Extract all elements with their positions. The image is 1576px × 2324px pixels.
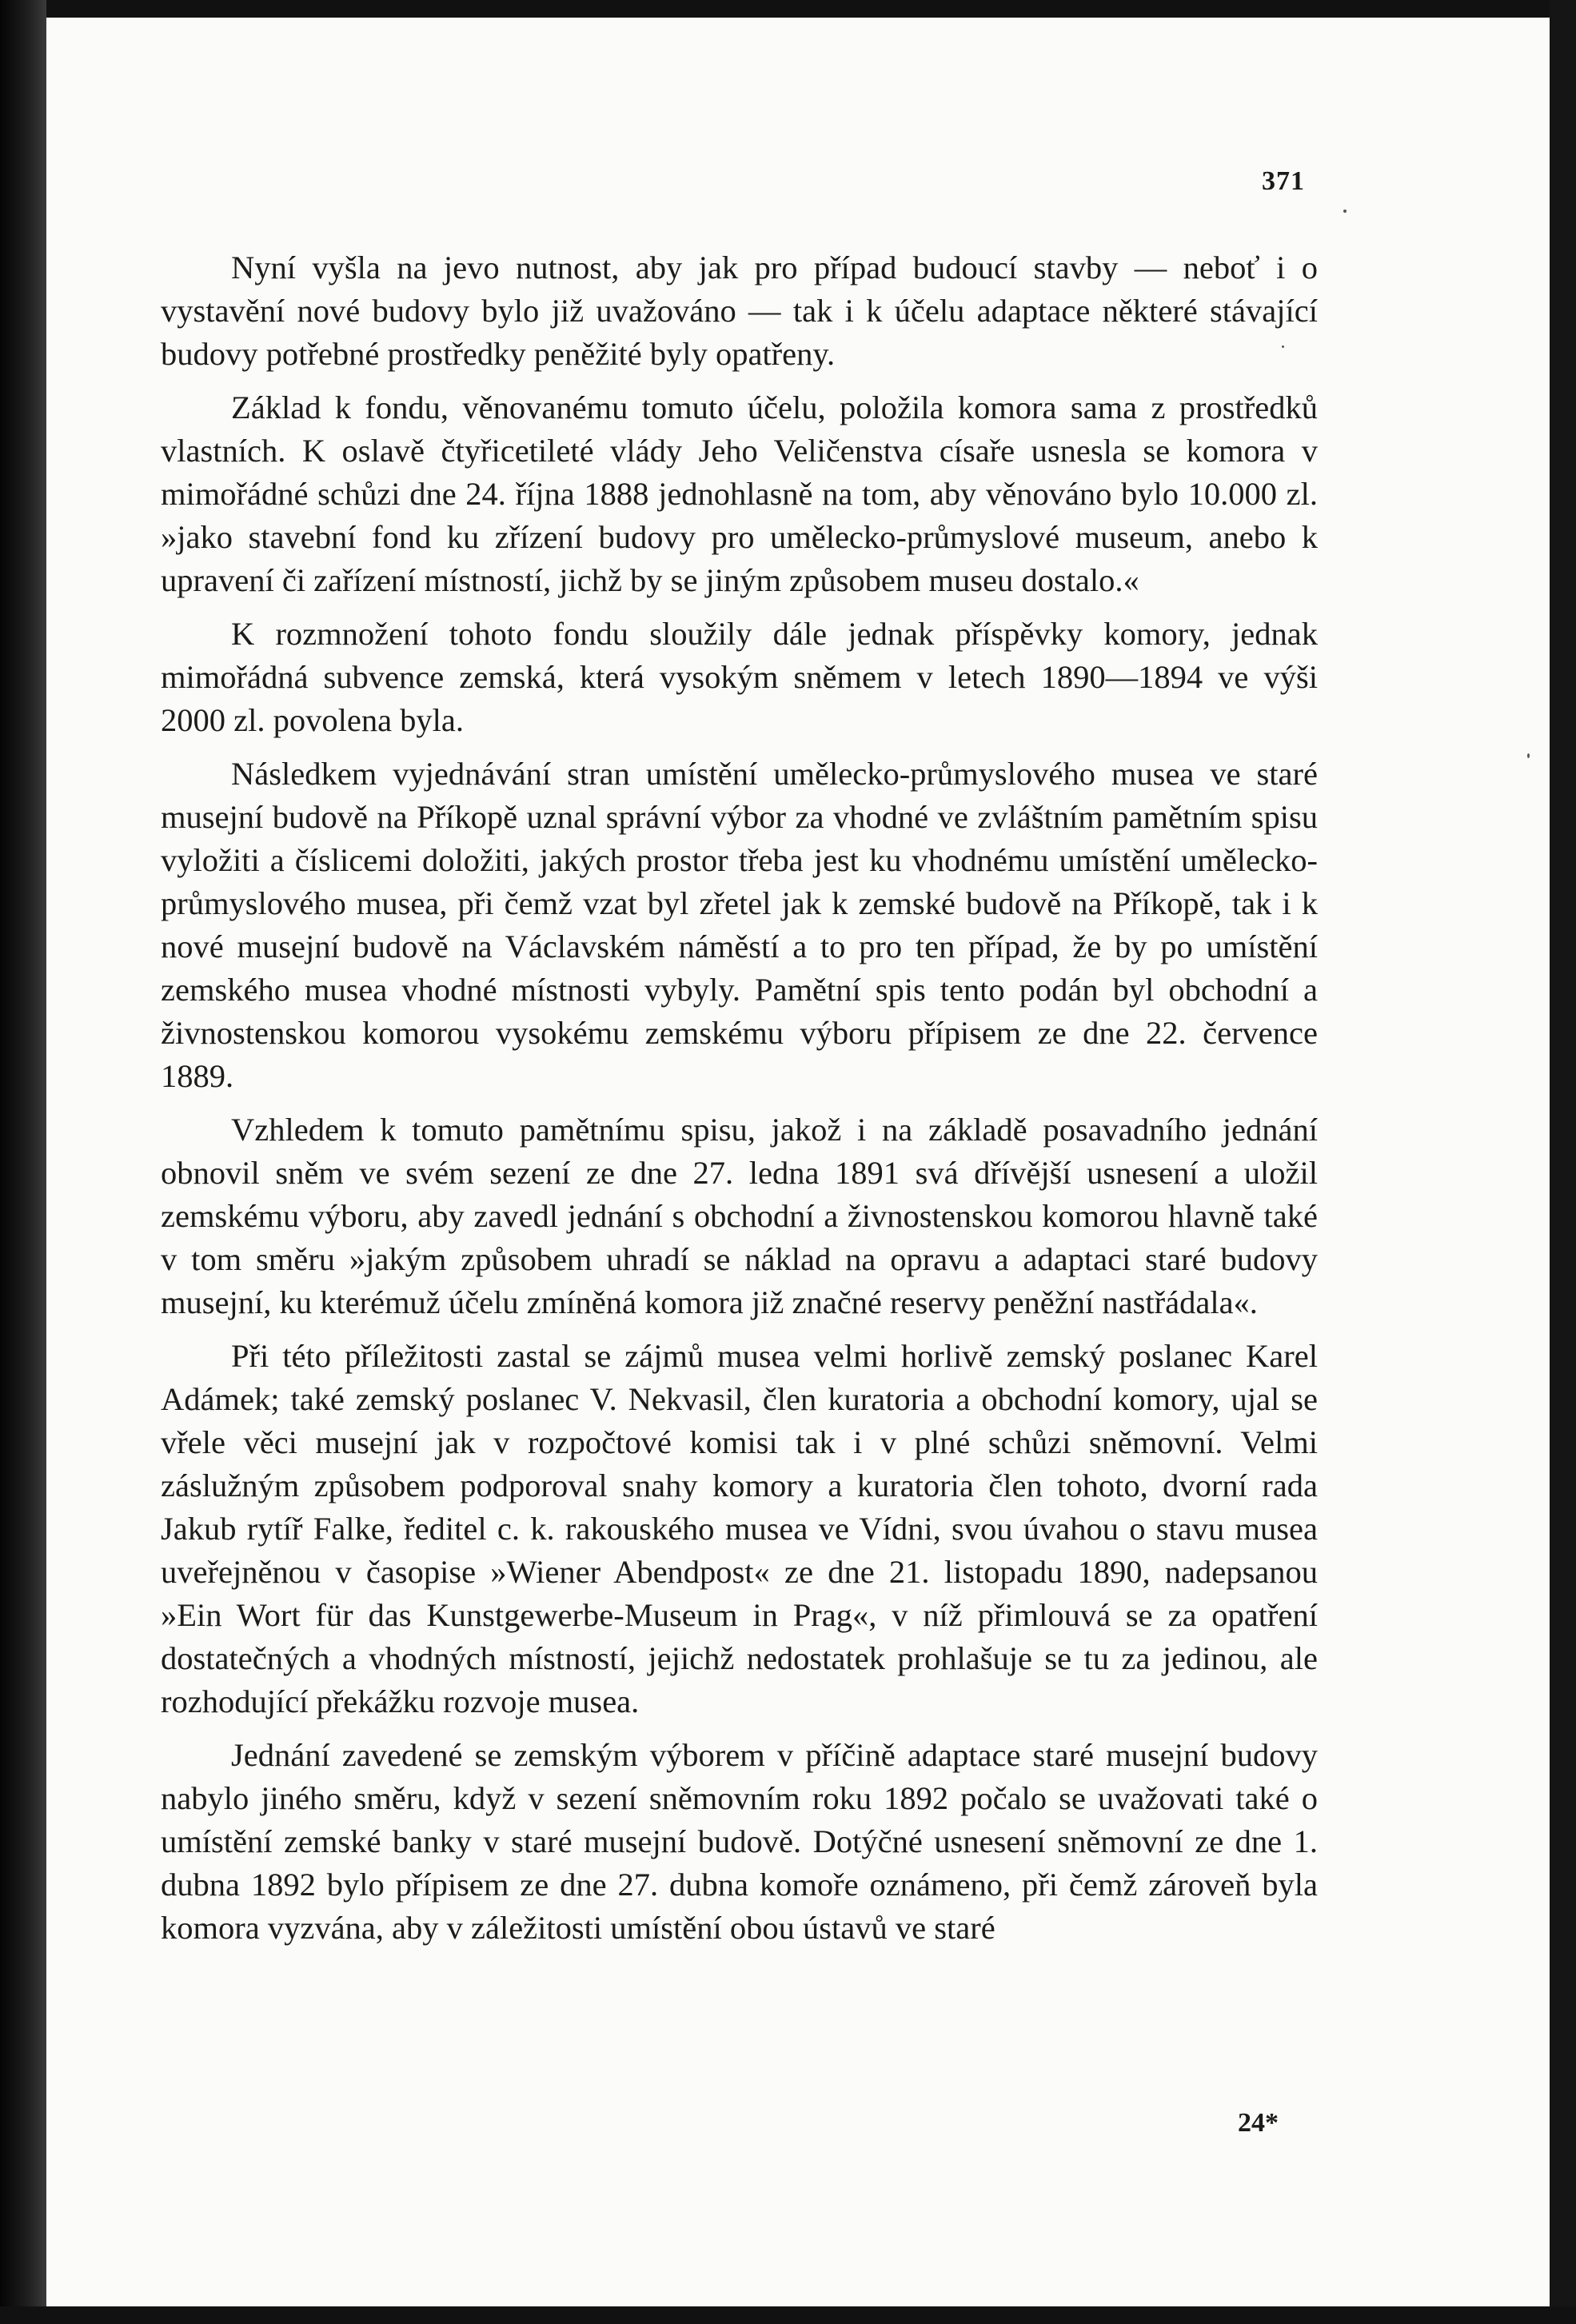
body-text [161, 246, 1318, 1960]
scan-border-left [0, 0, 46, 2324]
paragraph-6: Při této příležitosti zastal se zájmů musea velmi horlivě zemský poslanec Karel Adámek; také zemský poslanec V. Nekvasil, člen kuratoria a obchodní komory, ujal se vřele věci musejní jak v rozpočtové komisi tak i v plné schůzi sněmovní. Velmi záslužným způsobem podporoval snahy komory a kuratoria člen tohoto, dvorní rada Jakub rytíř Falke, ředitel c. k. rakouského musea ve Vídni, svou úvahou o stavu musea uveřejněnou v časopise »Wiener Abendpost« ze dne 21. listopadu 1890, nadepsanou »Ein Wort für das Kunstgewerbe-Museum in Prag«, v níž přimlouvá se za opatření dostatečných a vhodných místností, jejichž nedostatek prohlašuje se tu za jedinou, ale rozhodující překážku rozvoje musea. [161, 1338, 1318, 1719]
paragraph-1: Nyní vyšla na jevo nutnost, aby jak pro případ budoucí stavby — neboť i o vystavění nové budovy bylo již uvažováno — tak i k účelu adaptace některé stávající budovy potřebné prostředky peněžité byly opatřeny. [161, 250, 1318, 372]
scan-border-right [1550, 0, 1576, 2324]
scan-speck [1282, 345, 1284, 348]
document-page [46, 18, 1550, 2306]
paragraph-2: Základ k fondu, věnovanému tomuto účelu, položila komora sama z prostředků vlastních. K oslavě čtyřicetileté vlády Jeho Veličenstva císaře usnesla se komora v mimořádné schůzi dne 24. října 1888 jednohlasně na tom, aby věnováno bylo 10.000 zl. »jako stavební fond ku zřízení budovy pro umělecko-průmyslové museum, anebo k upravení či zařízení místností, jichž by se jiným způsobem museu dostalo.« [161, 389, 1318, 598]
paragraph-7: Jednání zavedené se zemským výborem v příčině adaptace staré musejní budovy nabylo jiného směru, když v sezení sněmovním roku 1892 počalo se uvažovati také o umístění zemské banky v staré musejní budově. Dotýčné usnesení sněmovní ze dne 1. dubna 1892 bylo přípisem ze dne 27. dubna komoře oznámeno, při čemž zároveň byla komora vyzvána, aby v záležitosti umístění obou ústavů ve staré [161, 1737, 1318, 1946]
printer-signature-mark: 24* [1238, 2108, 1279, 2138]
paragraph-3: K rozmnožení tohoto fondu sloužily dále jednak příspěvky komory, jednak mimořádná subvence zemská, která vysokým sněmem v letech 1890—1894 ve výši 2000 zl. povolena byla. [161, 616, 1318, 738]
scan-border-top [0, 0, 1576, 18]
scan-speck [1343, 210, 1347, 213]
scan-speck [1527, 753, 1530, 758]
scan-border-bottom [0, 2306, 1576, 2324]
paragraph-5: Vzhledem k tomuto pamětnímu spisu, jakož i na základě posavadního jednání obnovil sněm ve svém sezení ze dne 27. ledna 1891 svá dřívější usnesení a uložil zemskému výboru, aby zavedl jednání s obchodní a živnostenskou komorou hlavně také v tom směru »jakým způsobem uhradí se náklad na opravu a adaptaci staré budovy musejní, ku kterémuž účelu zmíněná komora již značné reservy peněžní nastřádala«. [161, 1112, 1318, 1320]
page-number: 371 [1262, 166, 1305, 196]
paragraph-4: Následkem vyjednávání stran umístění umělecko-průmyslového musea ve staré musejní budově na Příkopě uznal správní výbor za vhodné ve zvláštním pamětním spisu vyložiti a číslicemi doložiti, jakých prostor třeba jest ku vhodnému umístění umělecko-průmyslového musea, při čemž vzat byl zřetel jak k zemské budově na Příkopě, tak i k nové musejní budově na Václavském náměstí a to pro ten případ, že by po umístění zemského musea vhodné místnosti vybyly. Pamětní spis tento podán byl obchodní a živnostenskou komorou vysokému zemskému výboru přípisem ze dne 22. července 1889. [161, 756, 1318, 1094]
